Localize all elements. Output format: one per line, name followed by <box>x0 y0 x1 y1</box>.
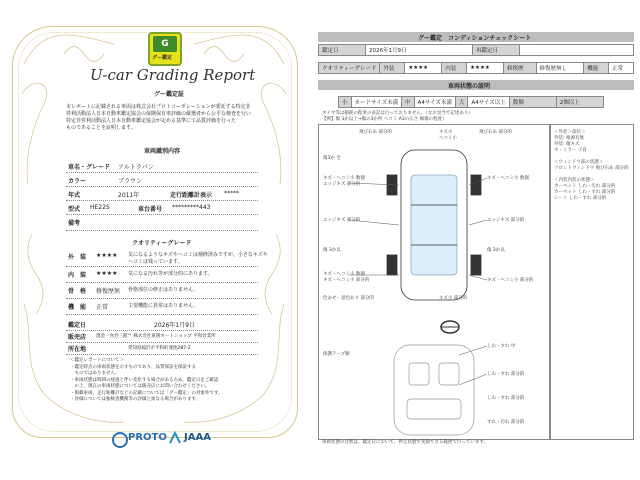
side-notes-box: ＜外装＞部位＞ 外装: 根源有無 外装: 傷キズ ホ・ミラー 子育 ＜ウィンドウ部の状態＞ フロントウィンドウ 飛び石あ 部分的 ＜内装内装の状態＞ カーペット しわ・汚れ 部分的 カーペット しわ・すれ 部分的 シート しわ・すれ 部分的 <box>550 124 634 440</box>
grading-certificate <box>4 4 304 452</box>
proto-logo-icon <box>112 432 128 448</box>
vehicle-model-row: 型式 HE22S 車台番号 *********443 <box>66 202 258 215</box>
vehicle-color-row: カラー ブラウン <box>66 174 258 187</box>
sheet-footnote: 車両状態の注釈は、鑑定日において、停止状態で実施できる範囲で行っています。 <box>322 440 489 445</box>
inspection-date-row: 鑑定日 2026年1月9日 <box>66 318 258 331</box>
quality-exterior-row: 外 装 ★★★★ 気になるようなキズやヘコミは補修済みですが、小さなキズや ヘコミは残っています。 <box>68 252 268 265</box>
certificate-subtitle: グー鑑定証 <box>154 91 185 98</box>
sheet-title-bar: グー鑑定 コンディションチェックシート <box>318 32 634 42</box>
vehicle-notes-row: 備考 <box>66 216 258 231</box>
quality-function-row: 機 能 正常 主要機能に異常はありません。 <box>66 300 258 315</box>
address-row: 所在地 愛知県稲沢市平和町蓮池287-2 <box>66 342 258 355</box>
jaaa-logo-icon <box>168 431 182 445</box>
state-title-bar: 車両状態の説明 <box>318 80 634 90</box>
sheet-date-table: 鑑定日 2026年1月9日 再鑑定日 <box>318 44 634 56</box>
certificate-intro: 本レポートに記載される車両は株式会社プロトコーポレーションが委託する特定非 営利活動法人日本自動車鑑定協会の保険保有車評価の厳選者から公平な検査を行い 特定非営利活動法人日本自動車鑑定協会が定める基準にて品質評価を行った ものであることを証明します。 <box>66 104 252 131</box>
damage-diagram: 傷3か 全 キズ・ヘコミ小 数個 エッジキズ 部分的 エッジキズ 部分的 傷 3か以 キズ・ヘコミ小 数個 キズ・ヘコミ小 部分的 色あせ・退色あり 部分的 保護テープ跡 飛び石あ 部分的 キズ小 ヘコミ小 飛び石あ 部分的 キズ・ヘコミ小 数個 エッジキズ 部分的 傷 3か以 キズ・ヘコミ小 部分的 キズ小 部分的 しわ・すれ 中 しわ・すれ 部分的 しわ・すれ 部分的 すれ・汚れ 部分的 <box>318 124 550 440</box>
section-quality-title: クオリティーグレード <box>132 240 192 247</box>
legend-line-1: タイヤ等は損耗の程度の表記は行っておりません。（なお見当で記述あり） <box>322 111 473 116</box>
certificate-title: U-car Grading Report <box>90 66 256 84</box>
certificate-remarks: ＜鑑定レポートについて＞ ・鑑定時点の車両状態を示すものであり、品質保証を保証する ものではありません。 ・車両状態は時間の経過と伴い変化する場合があるため、鑑定日をご確認 の上、現在の車両状態については販売店にお問い合わせください。 ・掲載車両、走行距離計などの記載については「グー鑑定」の対象外です。 ・評価については独検査機関等の評価と異なる場合があります。 <box>70 358 223 402</box>
jaaa-logo: JAAA <box>184 432 211 443</box>
annotation-lines <box>319 125 549 439</box>
condition-check-sheet <box>318 28 634 448</box>
size-legend-table: 小 カードサイズ未満 中 A4サイズ未満 大 A4サイズ以上 数個 2個以上 <box>338 96 604 108</box>
sheet-grade-table: クオリティーグレード 外装 ★★★★ 内装 ★★★★ 修復歴 修復歴無し 機能 正常 <box>318 62 634 74</box>
legend-line-2: 【例】傷 3か以上→傷の3か所 ヘコミ A3の広さ 線傷の程度） <box>322 117 447 122</box>
quality-frame-row: 骨 格 修復歴無 骨格部位の修正はありません。 <box>66 284 258 299</box>
section-vehicle-title: 車両識別内容 <box>144 148 181 155</box>
quality-interior-row: 内 装 ★★★★ 気になる汚れ等が部分的にあります。 <box>66 268 258 283</box>
proto-logo: PROTO <box>128 432 167 443</box>
dealer-row: 販売店 現金一食券三館™ 株式会社東園オートショップ 平和営業所 <box>66 330 258 343</box>
vehicle-name-row: 車名・グレード アルトラパン <box>66 160 258 173</box>
vehicle-year-row: 年式 2011年 走行距離計表示 ***** <box>66 188 258 201</box>
goo-badge: G グー鑑定 <box>148 32 182 66</box>
